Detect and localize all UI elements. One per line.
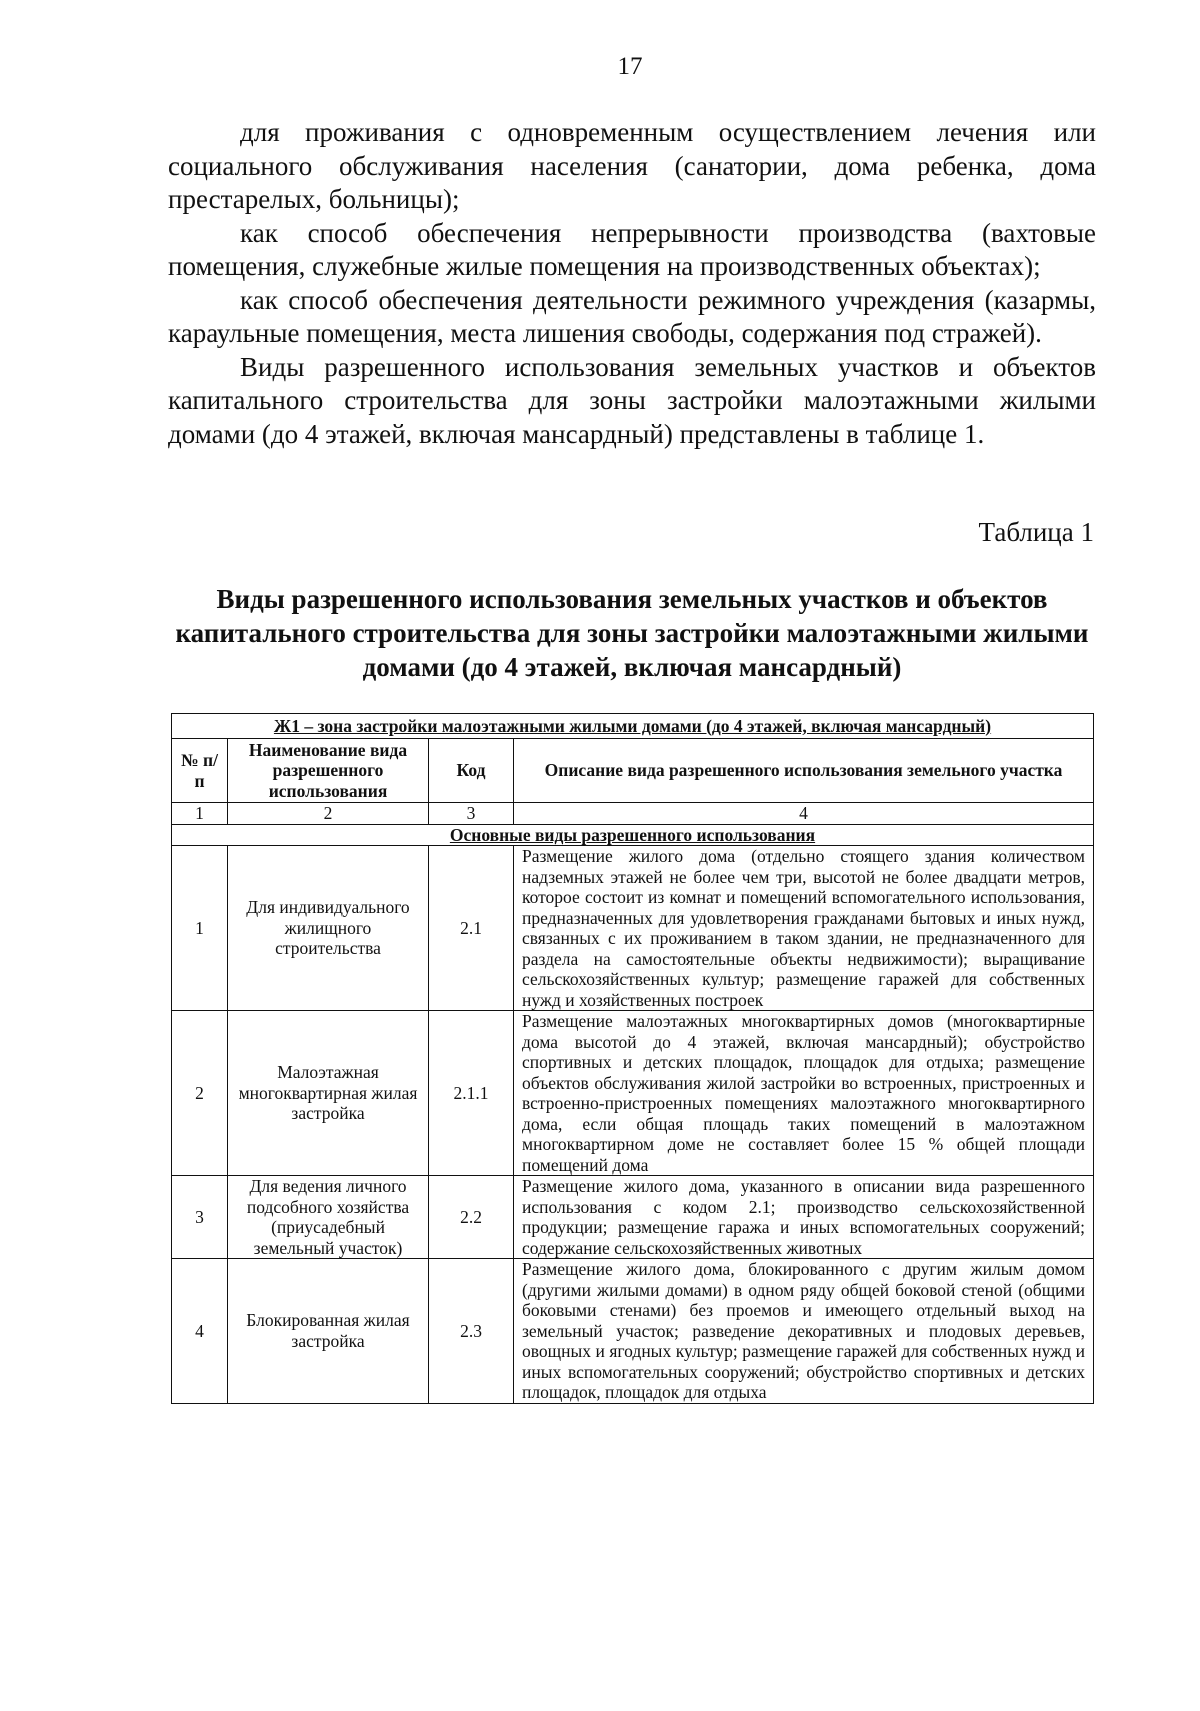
- zone-header: Ж1 – зона застройки малоэтажными жилыми домами (до 4 этажей, включая мансардный): [172, 714, 1094, 739]
- zoning-table: [171, 713, 1094, 1404]
- row-number: 1: [172, 846, 228, 1011]
- body-text: [168, 116, 1096, 451]
- row-code: 2.3: [429, 1259, 514, 1404]
- column-number-row: [172, 803, 1094, 825]
- column-header-number: № п/п: [172, 739, 228, 803]
- paragraph-2: как способ обеспечения непрерывности производства (вахтовые помещения, служебные жилые помещения на производственных объектах);: [168, 217, 1096, 281]
- row-code: 2.1: [429, 846, 514, 1011]
- row-number: 4: [172, 1259, 228, 1404]
- paragraph-3: как способ обеспечения деятельности режимного учреждения (казармы, караульные помещения, места лишения свободы, содержания под стражей).: [168, 284, 1096, 348]
- table-caption: Таблица 1: [978, 517, 1094, 547]
- row-number: 3: [172, 1176, 228, 1259]
- row-description: Размещение жилого дома, блокированного с другим жилым домом (другими жилыми домами) в одном ряду общей боковой стеной (общими боковыми стенами) без проемов и имеющего отдельный выход на земельный участок; разведение декоративных и плодовых деревьев, овощных и ягодных культур; размещение гаражей для собственных нужд и иных вспомогательных сооружений; обустройство спортивных и детских площадок, площадок для отдыха: [514, 1259, 1094, 1404]
- row-code: 2.2: [429, 1176, 514, 1259]
- row-name: Для ведения личного подсобного хозяйства (приусадебный земельный участок): [228, 1176, 429, 1259]
- column-number: 1: [172, 803, 228, 825]
- row-code: 2.1.1: [429, 1011, 514, 1176]
- table-row: [172, 1259, 1094, 1404]
- column-number: 3: [429, 803, 514, 825]
- column-header-name: Наименование вида разрешенного использования: [228, 739, 429, 803]
- paragraph-1: для проживания с одновременным осуществлением лечения или социального обслуживания населения (санатории, дома ребенка, дома престарелых, больницы);: [168, 117, 1096, 214]
- row-description: Размещение жилого дома (отдельно стоящего здания количеством надземных этажей не более чем три, высотой не более двадцати метров, которое состоит из комнат и помещений вспомогательного использования, предназначенных для удовлетворения гражданами бытовых и иных нужд, связанных с их проживанием в таком здании, не предназначенного для раздела на самостоятельные объекты недвижимости); выращивание сельскохозяйственных культур; размещение гаражей для собственных нужд и хозяйственных построек: [514, 846, 1094, 1011]
- page-number: 17: [617, 53, 643, 80]
- table-row: [172, 1176, 1094, 1259]
- section-title: Основные виды разрешенного использования: [172, 824, 1094, 846]
- row-number: 2: [172, 1011, 228, 1176]
- column-header-description: Описание вида разрешенного использования земельного участка: [514, 739, 1094, 803]
- column-number: 4: [514, 803, 1094, 825]
- row-name: Блокированная жилая застройка: [228, 1259, 429, 1404]
- column-number: 2: [228, 803, 429, 825]
- section-row: [172, 824, 1094, 846]
- row-name: Для индивидуального жилищного строительства: [228, 846, 429, 1011]
- row-description: Размещение малоэтажных многоквартирных домов (многоквартирные дома высотой до 4 этажей, включая мансардный); обустройство спортивных и детских площадок, площадок для отдыха; размещение объектов обслуживания жилой застройки во встроенных, пристроенных и встроенно-пристроенных помещениях малоэтажного многоквартирного дома, если общая площадь таких помещений в малоэтажном многоквартирном доме не составляет более 15 % общей площади помещений дома: [514, 1011, 1094, 1176]
- row-description: Размещение жилого дома, указанного в описании вида разрешенного использования с кодом 2.1; производство сельскохозяйственной продукции; размещение гаража и иных вспомогательных сооружений; содержание сельскохозяйственных животных: [514, 1176, 1094, 1259]
- column-header-code: Код: [429, 739, 514, 803]
- column-header-row: [172, 739, 1094, 803]
- table-title: Виды разрешенного использования земельных участков и объектов капитального строительства для зоны застройки малоэтажными жилыми домами (до 4 этажей, включая мансардный): [175, 584, 1089, 682]
- zone-header-row: [172, 714, 1094, 739]
- row-name: Малоэтажная многоквартирная жилая застройка: [228, 1011, 429, 1176]
- table-row: [172, 846, 1094, 1011]
- paragraph-4: Виды разрешенного использования земельных участков и объектов капитального строительства для зоны застройки малоэтажными жилыми домами (до 4 этажей, включая мансардный) представлены в таблице 1.: [168, 351, 1096, 449]
- table-row: [172, 1011, 1094, 1176]
